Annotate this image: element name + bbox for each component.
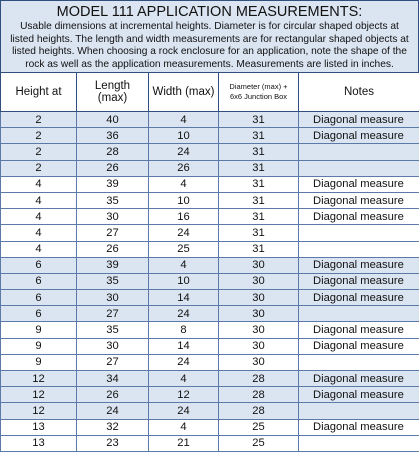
table-row [1,144,419,160]
cell-notes: Diagonal measure [299,290,419,306]
cell-width: 12 [149,387,219,403]
cell-diameter: 31 [219,241,299,257]
cell-width: 24 [149,144,219,160]
table-header-panel [0,0,419,72]
cell-height: 9 [1,354,77,370]
cell-notes: Diagonal measure [299,322,419,338]
cell-notes: Diagonal measure [299,419,419,435]
cell-diameter: 30 [219,290,299,306]
page-title: MODEL 111 APPLICATION MEASUREMENTS: [7,4,412,20]
cell-width: 4 [149,419,219,435]
cell-notes: Diagonal measure [299,192,419,208]
cell-length: 28 [77,144,149,160]
cell-diameter: 31 [219,112,299,128]
cell-length: 27 [77,225,149,241]
cell-height: 6 [1,290,77,306]
table-row [1,387,419,403]
cell-notes: Diagonal measure [299,112,419,128]
cell-diameter: 30 [219,257,299,273]
table-row [1,209,419,225]
table-row [1,112,419,128]
cell-height: 2 [1,128,77,144]
cell-height: 4 [1,241,77,257]
cell-diameter: 30 [219,306,299,322]
cell-diameter: 31 [219,192,299,208]
cell-width: 24 [149,354,219,370]
table-row [1,160,419,176]
cell-width: 4 [149,371,219,387]
cell-height: 6 [1,306,77,322]
cell-diameter: 31 [219,225,299,241]
table-body [1,112,419,452]
cell-notes [299,306,419,322]
cell-length: 35 [77,273,149,289]
cell-diameter: 30 [219,338,299,354]
cell-length: 32 [77,419,149,435]
table-row [1,241,419,257]
cell-diameter: 25 [219,435,299,451]
table-row [1,176,419,192]
table-row [1,419,419,435]
column-header-notes: Notes [299,73,419,112]
cell-notes [299,403,419,419]
column-header-width: Width (max) [149,73,219,112]
cell-notes [299,435,419,451]
cell-height: 9 [1,338,77,354]
cell-height: 2 [1,160,77,176]
cell-width: 4 [149,257,219,273]
table-row [1,128,419,144]
cell-diameter: 25 [219,419,299,435]
cell-length: 26 [77,241,149,257]
cell-notes: Diagonal measure [299,273,419,289]
cell-width: 10 [149,128,219,144]
cell-notes [299,225,419,241]
column-header-diameter-line1: Diameter (max) + [229,82,287,91]
cell-width: 24 [149,306,219,322]
cell-width: 4 [149,176,219,192]
cell-width: 8 [149,322,219,338]
cell-diameter: 30 [219,322,299,338]
column-header-diameter [219,73,299,112]
cell-notes [299,354,419,370]
cell-notes [299,241,419,257]
table-row [1,403,419,419]
cell-width: 14 [149,290,219,306]
cell-diameter: 31 [219,144,299,160]
cell-width: 10 [149,192,219,208]
cell-length: 35 [77,322,149,338]
cell-notes [299,160,419,176]
table-row [1,225,419,241]
cell-width: 21 [149,435,219,451]
table-row [1,306,419,322]
cell-height: 4 [1,192,77,208]
cell-diameter: 30 [219,354,299,370]
cell-height: 12 [1,403,77,419]
cell-length: 26 [77,160,149,176]
cell-height: 13 [1,435,77,451]
cell-height: 13 [1,419,77,435]
cell-height: 4 [1,209,77,225]
cell-notes: Diagonal measure [299,338,419,354]
cell-notes [299,144,419,160]
table-row [1,273,419,289]
cell-length: 27 [77,354,149,370]
cell-width: 4 [149,112,219,128]
description-text: Usable dimensions at incremental heights. Diameter is for circular shaped objects at listed heights. The length and width measurements are for rectangular shaped objects at listed heights. When choosing a rock enclosure for an application, note the shape of the rock as well as the application measurements. Measurements are listed in inches. [7,21,412,71]
cell-height: 2 [1,112,77,128]
cell-height: 9 [1,322,77,338]
cell-height: 2 [1,144,77,160]
cell-length: 40 [77,112,149,128]
cell-diameter: 28 [219,371,299,387]
cell-width: 10 [149,273,219,289]
cell-height: 6 [1,273,77,289]
cell-length: 26 [77,387,149,403]
cell-diameter: 28 [219,403,299,419]
column-header-row [1,73,419,112]
cell-height: 6 [1,257,77,273]
cell-notes: Diagonal measure [299,176,419,192]
cell-notes: Diagonal measure [299,128,419,144]
cell-length: 35 [77,192,149,208]
cell-diameter: 31 [219,209,299,225]
cell-diameter: 30 [219,273,299,289]
cell-height: 4 [1,176,77,192]
column-header-height: Height at [1,73,77,112]
cell-width: 26 [149,160,219,176]
cell-length: 30 [77,338,149,354]
cell-length: 30 [77,290,149,306]
cell-diameter: 31 [219,160,299,176]
cell-notes: Diagonal measure [299,387,419,403]
cell-length: 27 [77,306,149,322]
cell-diameter: 31 [219,176,299,192]
cell-length: 24 [77,403,149,419]
table-row [1,435,419,451]
cell-notes: Diagonal measure [299,257,419,273]
cell-diameter: 28 [219,387,299,403]
column-header-length: Length (max) [77,73,149,112]
cell-length: 39 [77,176,149,192]
table-row [1,192,419,208]
cell-width: 24 [149,225,219,241]
table-row [1,338,419,354]
column-header-diameter-line2: 6x6 Junction Box [230,92,287,101]
table-row [1,257,419,273]
cell-notes: Diagonal measure [299,371,419,387]
table-row [1,354,419,370]
cell-height: 4 [1,225,77,241]
table-row [1,322,419,338]
measurements-table [0,72,419,452]
cell-width: 25 [149,241,219,257]
table-row [1,371,419,387]
cell-width: 24 [149,403,219,419]
cell-length: 30 [77,209,149,225]
cell-length: 39 [77,257,149,273]
cell-height: 12 [1,387,77,403]
table-row [1,290,419,306]
cell-notes: Diagonal measure [299,209,419,225]
cell-length: 34 [77,371,149,387]
cell-diameter: 31 [219,128,299,144]
cell-width: 14 [149,338,219,354]
cell-length: 36 [77,128,149,144]
cell-length: 23 [77,435,149,451]
cell-width: 16 [149,209,219,225]
cell-height: 12 [1,371,77,387]
